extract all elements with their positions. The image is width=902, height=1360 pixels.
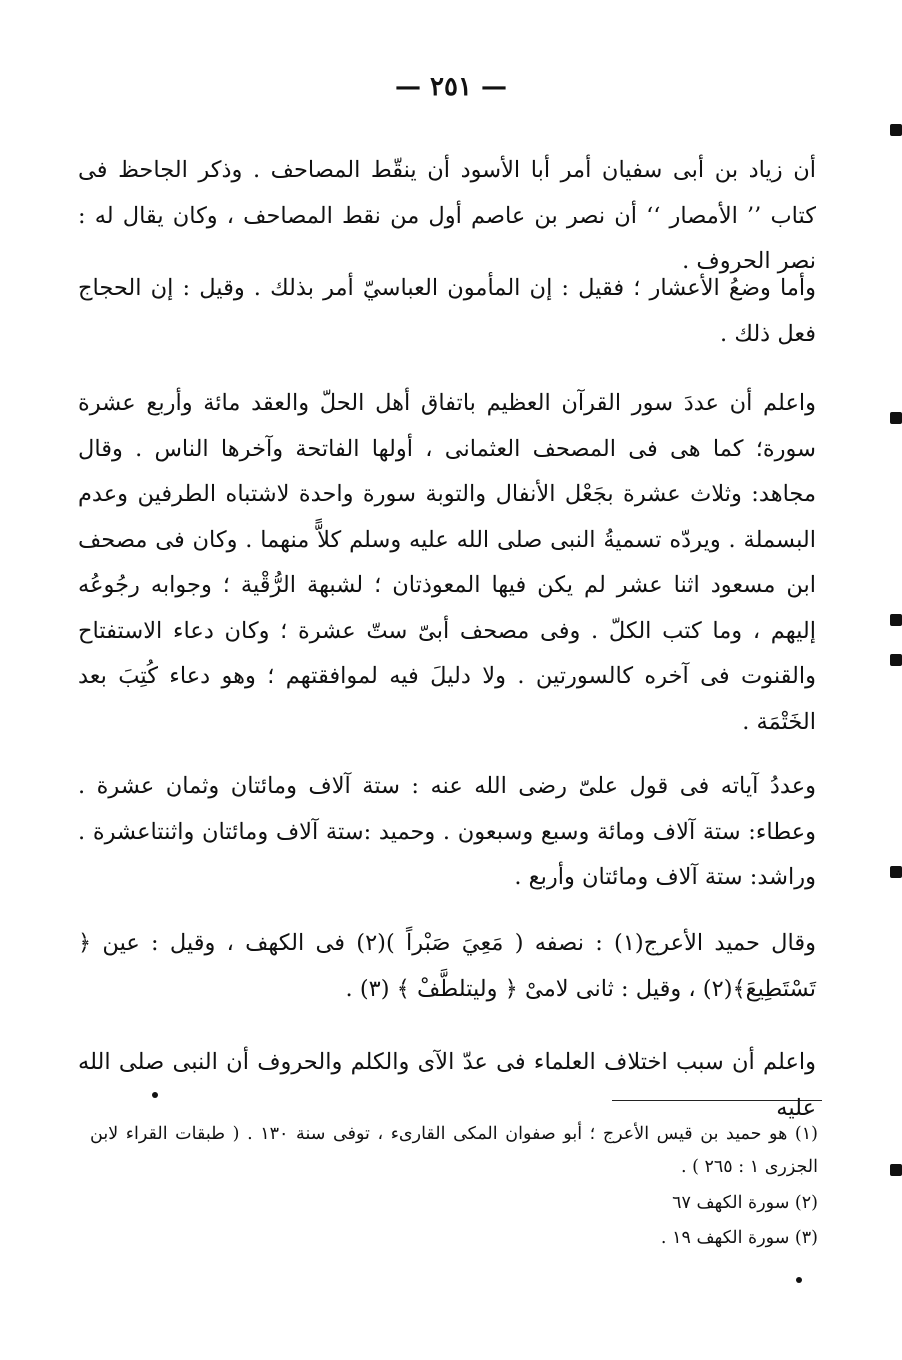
paragraph-5: وقال حميد الأعرج(١) : نصفه ( مَعِيَ صَبْراً )(٢) فى الكهف ، وقيل : عين ﴿ تَسْتَطِيعَ﴾(٢) ، وقيل : ثانى لامىْ ﴿ وليتلطَّفْ ﴾ (٣) . [78, 930, 816, 1002]
paragraph-6: واعلم أن سبب اختلاف العلماء فى عدّ الآى والكلم والحروف أن النبى صلى الله عليه [78, 1049, 816, 1121]
footnote-3: (٣) سورة الكهف ١٩ . [660, 1228, 818, 1248]
paragraph-3: واعلم أن عددَ سور القرآن العظيم باتفاق أهل الحلّ والعقد مائة وأربع عشرة سورة؛ كما هى فى المصحف العثمانى ، أولها الفاتحة وآخرها الناس . وقال مجاهد: وثلاث عشرة بجَعْل الأنفال والتوبة سورة واحدة لاشتباه الطرفين وعدم البسملة . ويردّه تسميةُ النبى صلى الله عليه وسلم كلاًّ منهما . وكان فى مصحف ابن مسعود اثنا عشر لم يكن فيها المعوذتان ؛ لشبهة الرُّقْية ؛ وجوابه رجُوعُه إليهم ، وما كتب الكلّ . وفى مصحف أبىّ ستّ عشرة ؛ وكان دعاء الاستفتاح والقنوت فى آخره كالسورتين . ولا دليلَ فيه لموافقتهم ؛ وهو دعاء كُتِبَ بعد الخَتْمَة . [78, 390, 816, 735]
margin-mark [890, 866, 902, 878]
margin-mark [890, 614, 902, 626]
paragraph-2: وأما وضعُ الأعشار ؛ فقيل : إن المأمون العباسيّ أمر بذلك . وقيل : إن الحجاج فعل ذلك . [78, 275, 816, 347]
page-number: — ٢٥١ — [394, 72, 508, 102]
margin-mark [890, 654, 902, 666]
footnote-2: (٢) سورة الكهف ٦٧ [672, 1193, 818, 1213]
margin-dot [796, 1277, 802, 1283]
margin-mark [890, 412, 902, 424]
paragraph-4: وعددُ آياته فى قول علىّ رضى الله عنه : ستة آلاف ومائتان وثمان عشرة . وعطاء: ستة آلاف ومائة وسبع وسبعون . وحميد :ستة آلاف ومائتان واثنتاعشرة . وراشد: ستة آلاف ومائتان وأربع . [78, 773, 816, 890]
footnote-separator [612, 1100, 822, 1101]
margin-dot [152, 1092, 158, 1098]
paragraph-1: أن زياد بن أبى سفيان أمر أبا الأسود أن ينقّط المصاحف . وذكر الجاحظ فى كتاب ’’ الأمصار ‘‘ أن نصر بن عاصم أول من نقط المصاحف ، وكان يقال له : نصر الحروف . [78, 157, 816, 274]
footnote-1: (١) هو حميد بن قيس الأعرج ؛ أبو صفوان المكى القارىء ، توفى سنة ١٣٠ . ( طبقات القراء لابن الجزرى ١ : ٢٦٥ ) . [90, 1124, 818, 1177]
margin-mark [890, 1164, 902, 1176]
margin-mark [890, 124, 902, 136]
